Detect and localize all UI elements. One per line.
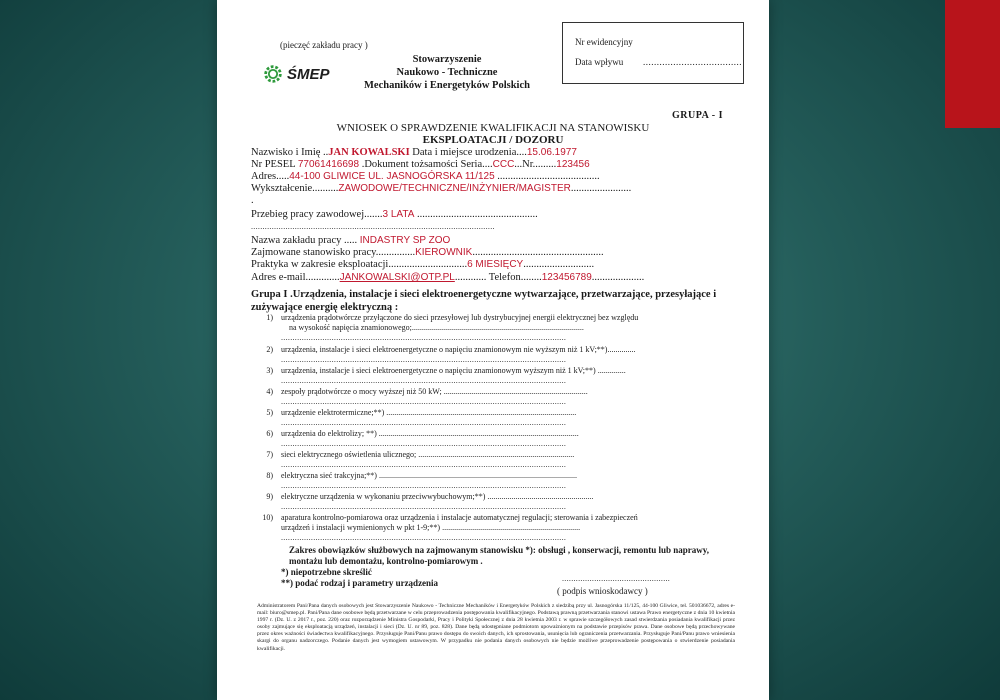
list-item[interactable] <box>257 408 576 417</box>
answer-line[interactable]: ............................................................................................................................ <box>281 418 567 427</box>
item-text: urządzenia, instalacje i sieci elektroenergetyczne o napięciu znamionowym wyższym niż 1 kV;**) .............. <box>281 366 626 375</box>
form-subtitle: EKSPLOATACJI / DOZORU <box>422 134 564 146</box>
item-number: 10) <box>262 513 273 522</box>
education-field[interactable]: ZAWODOWE/TECHNICZNE/INŻYNIER/MAGISTER <box>338 183 571 194</box>
item-text: aparatura kontrolno-pomiarowa oraz urządzenia i instalacje automatycznej regulacji; sterowania i zabezpieczeń <box>281 513 638 522</box>
slide-accent-tab <box>945 0 1000 128</box>
org-line: Stowarzyszenie <box>412 54 482 65</box>
duties-line: Zakres obowiązków służbowych na zajmowanym stanowisku *): obsługi , konserwacji, remontu lub naprawy, <box>289 545 709 555</box>
email-label: Adres e-mail............. <box>251 272 340 283</box>
address-label: Adres..... <box>251 171 290 182</box>
item-text: urządzenia, instalacje i sieci elektroenergetyczne o napięciu znamionowym nie wyższym niż 1 kV;**).............. <box>281 345 636 354</box>
gdpr-notice: Administratorem Pani/Pana danych osobowych jest Stowarzyszenie Naukowo - Techniczne Mechaników i Energetyków Polskich z siedzibą przy ul. Jasnogórska 11/125, 44-100 Gliwice, tel. 501036672, adres e-mail: biuro@smep.pl. Pani/Pana dane osobowe będą przetwarzane w celu przeprowadzenia postępowania kwalifikacyjnego. Podstawą prawną przetwarzania stanowi ustawa Prawo energetyczne z dnia 10 kwietnia 1997 r. (Dz. U. z 2017 r., poz. 220) oraz rozporządzenie Ministra Gospodarki, Pracy i Polityki Społecznej z dnia 28 kwietnia 2003 r. w sprawie szczegółowych zasad stwierdzania posiadania kwalifikacji przez osoby zajmujące się eksploatacją urządzeń, instalacji i sieci (Dz. U. nr 89, poz. 828). Dane będą udostępniane podmiotom upoważnionym na podstawie przepisów prawa. Dane osobowe będą przechowywane przez okres ważności świadectwa kwalifikacyjnego. Przysługuje Pani/Panu prawo dostępu do swoich danych, ich sprostowania, usunięcia lub ograniczenia przetwarzania. Przysługuje Pani/Panu prawo wniesienia skargi do organu nadzorczego. Podanie danych jest wymogiem ustawowym. W przypadku nie podania danych osobowych nie będzie możliwe przeprowadzenie postępowania o stwierdzenie posiadania kwalifikacji. <box>257 603 735 652</box>
document-series-field[interactable]: CCC <box>492 159 515 170</box>
position-label: Zajmowane stanowisko pracy............... <box>251 247 416 258</box>
list-item[interactable] <box>257 313 638 322</box>
name-field[interactable]: JAN KOWALSKI <box>328 147 410 158</box>
item-number: 5) <box>266 408 273 417</box>
company-label: Nazwa zakładu pracy ..... <box>251 235 360 246</box>
phone-dots: .................... <box>591 272 645 283</box>
signature-field[interactable]: ............................................... <box>562 574 671 583</box>
item-number: 3) <box>266 366 273 375</box>
experience-continuation: .......................................................................................................... <box>251 222 495 231</box>
document-number-label: ...Nr......... <box>514 159 557 170</box>
item-text: urządzenia do elektrolizy; **) .................................................................................................... <box>281 429 579 438</box>
registration-box <box>562 22 744 84</box>
receipt-date-field[interactable]: .................................... <box>643 57 742 67</box>
position-field[interactable]: KIEROWNIK <box>415 247 473 258</box>
practice-dots: ........................... <box>523 259 595 270</box>
birth-label: Data i miejsce urodzenia.... <box>409 147 527 158</box>
item-text: zespoły prądotwórcze o mocy wyższej niż 50 kW; ........................................................................ <box>281 387 588 396</box>
address-dots: ....................................... <box>494 171 600 182</box>
signature-label: ( podpis wnioskodawcy ) <box>557 586 648 596</box>
list-item[interactable] <box>257 450 574 459</box>
list-item-continuation: urządzeń i instalacji wymienionych w pkt 1-9;**) ..................................................................... <box>281 523 581 532</box>
list-item[interactable] <box>257 471 577 480</box>
birth-field[interactable]: 15.06.1977 <box>526 147 577 158</box>
item-number: 1) <box>266 313 273 322</box>
company-row <box>251 235 450 246</box>
position-dots: .................................................. <box>472 247 604 258</box>
receipt-date-label: Data wpływu <box>575 57 624 67</box>
answer-line[interactable]: ............................................................................................................................ <box>281 502 567 511</box>
form-title: WNIOSEK O SPRAWDZENIE KWALIFIKACJI NA STANOWISKU <box>336 122 650 134</box>
item-number: 6) <box>266 429 273 438</box>
list-item[interactable] <box>257 429 579 438</box>
item-text: sieci elektrycznego oświetlenia ulicznego; .............................................................................. <box>281 450 575 459</box>
address-row <box>251 171 600 182</box>
list-item[interactable] <box>257 366 626 375</box>
list-item[interactable] <box>257 513 638 522</box>
document-label: .Dokument tożsamości Seria.... <box>359 159 493 170</box>
item-text: urządzenia prądotwórcze przyłączone do sieci przesyłowej lub dystrybucyjnej energii elektrycznej bez względu <box>281 313 639 322</box>
list-item[interactable] <box>257 387 588 396</box>
org-line: Mechaników i Energetyków Polskich <box>364 80 530 91</box>
education-dots: ....................... <box>570 183 632 194</box>
document-number-field[interactable]: 123456 <box>556 159 590 170</box>
answer-line[interactable]: ............................................................................................................................ <box>281 481 567 490</box>
section-title: Grupa I .Urządzenia, instalacje i sieci elektroenergetyczne wytwarzające, przetwarzające, przesyłające i zużywające energię elektryczną : <box>251 289 717 313</box>
item-number: 2) <box>266 345 273 354</box>
phone-label: ............ Telefon........ <box>454 272 542 283</box>
smep-logo <box>262 63 330 85</box>
practice-field[interactable]: 6 MIESIĘCY <box>467 259 524 270</box>
application-form-page <box>217 0 769 700</box>
answer-line[interactable]: ............................................................................................................................ <box>281 460 567 469</box>
experience-field[interactable]: 3 LATA <box>382 209 415 220</box>
experience-row <box>251 209 538 220</box>
logo-text: ŚMEP <box>287 65 330 83</box>
org-line: Naukowo - Techniczne <box>396 67 498 78</box>
item-text: elektryczne urządzenia w wykonaniu przeciwwybuchowym;**) ..................................................... <box>281 492 594 501</box>
address-field[interactable]: 44-100 GLIWICE UL. JASNOGÓRSKA 11/125 <box>289 171 495 182</box>
answer-line[interactable]: ............................................................................................................................ <box>281 333 567 342</box>
pesel-field[interactable]: 77061416698 <box>297 159 360 170</box>
name-row <box>251 147 577 158</box>
gear-icon <box>262 63 284 85</box>
contact-row <box>251 272 644 283</box>
item-text: urządzenie elektrotermiczne;**) ............................................................................................... <box>281 408 577 417</box>
answer-line[interactable]: ............................................................................................................................ <box>281 397 567 406</box>
list-item[interactable] <box>257 492 593 501</box>
item-number: 7) <box>266 450 273 459</box>
education-continuation: . <box>251 195 254 206</box>
experience-dots: .............................................. <box>414 209 538 220</box>
item-number: 8) <box>266 471 273 480</box>
answer-line[interactable]: ............................................................................................................................ <box>281 533 567 542</box>
email-field[interactable]: JANKOWALSKI@OTP.PL <box>339 272 455 283</box>
registration-number-label: Nr ewidencyjny <box>575 37 633 47</box>
company-stamp-label: (pieczęć zakładu pracy ) <box>280 40 368 50</box>
item-number: 4) <box>266 387 273 396</box>
duties-line-2: montażu lub demontażu, kontrolno-pomiarowym . <box>289 556 483 566</box>
answer-line[interactable]: ............................................................................................................................ <box>281 439 567 448</box>
answer-line[interactable]: ............................................................................................................................ <box>281 355 567 364</box>
answer-line[interactable]: ............................................................................................................................ <box>281 376 567 385</box>
education-row <box>251 183 631 194</box>
item-number: 9) <box>266 492 273 501</box>
phone-field[interactable]: 123456789 <box>541 272 592 283</box>
organization-name <box>347 53 547 92</box>
group-label: GRUPA - I <box>672 110 723 121</box>
company-field[interactable]: INDASTRY SP ZOO <box>359 235 451 246</box>
practice-label: Praktyka w zakresie eksploatacji.............................. <box>251 259 468 270</box>
practice-row <box>251 259 594 270</box>
name-label: Nazwisko i Imię .. <box>251 147 329 158</box>
pesel-label: Nr PESEL <box>251 159 298 170</box>
position-row <box>251 247 604 258</box>
footnote-params: **) podać rodzaj i parametry urządzenia <box>281 578 439 588</box>
education-label: Wykształcenie.......... <box>251 183 339 194</box>
experience-label: Przebieg pracy zawodowej....... <box>251 209 383 220</box>
pesel-row <box>251 159 590 170</box>
footnote-strike: *) niepotrzebne skreślić <box>281 567 372 577</box>
list-item[interactable] <box>257 345 635 354</box>
item-text: elektryczna sieć trakcyjna;**) ................................................................................................... <box>281 471 577 480</box>
list-item-continuation: na wysokość napięcia znamionowego;...................................................................................... <box>289 323 584 332</box>
